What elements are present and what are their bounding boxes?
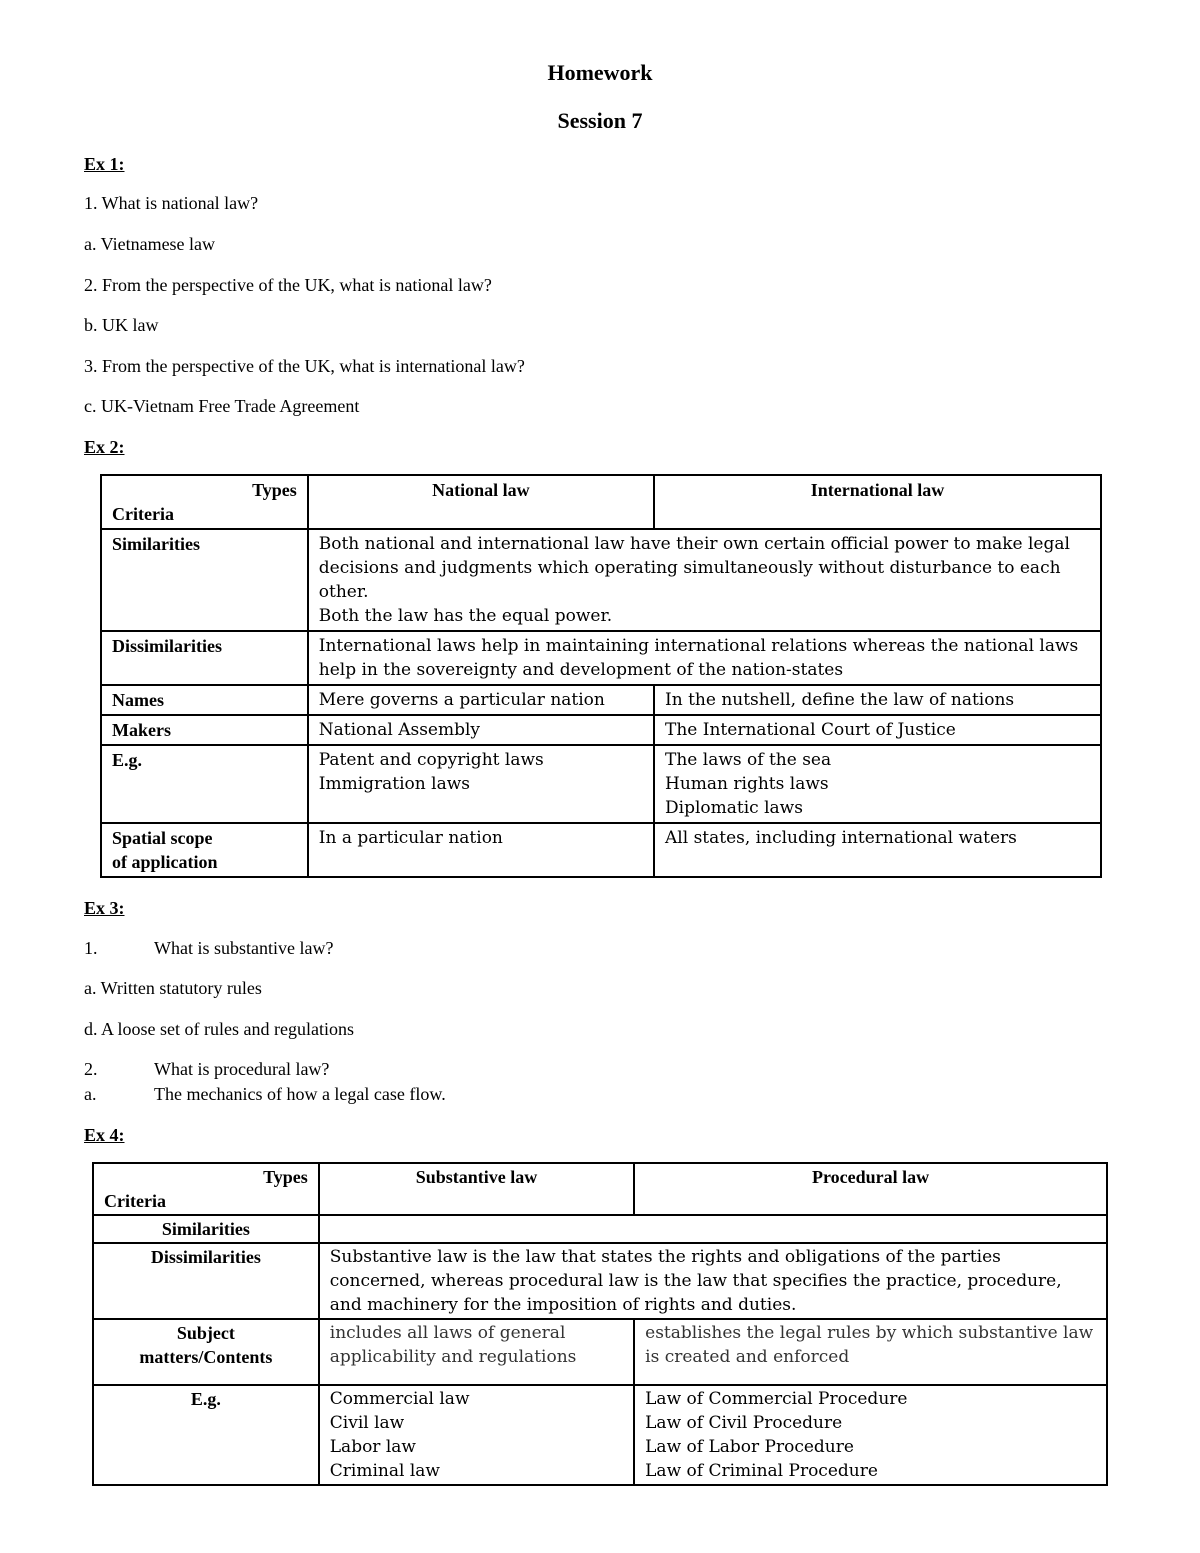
table-row [101,529,1101,631]
corner-cell [101,475,308,529]
session-title: Session 7 [557,108,643,133]
ex3-q2-text: What is procedural law? [154,1059,330,1079]
list-item: Human rights laws [665,774,829,794]
ex3-answer: a. Written statutory rules [84,978,262,998]
ex1-heading: Ex 1: [84,154,125,174]
eg-national [308,745,654,823]
ex3-q1-text: What is substantive law? [154,938,334,958]
corner-types: Types [252,480,297,500]
corner-cell [93,1163,319,1215]
corner-criteria: Criteria [104,1191,166,1211]
list-item: Civil law [329,1413,405,1433]
names-international: In the nutshell, define the law of nations [654,685,1101,715]
table-row [93,1243,1107,1319]
table-row [93,1163,1107,1215]
list-item: Law of Civil Procedure [645,1413,843,1433]
ex3-a2-num: a. [84,1084,97,1104]
ex1-line: 2. From the perspective of the UK, what is national law? [84,275,492,295]
list-item: Criminal law [329,1461,440,1481]
row-label-similarities: Similarities [101,529,308,631]
list-item: Labor law [329,1437,416,1457]
list-item: Law of Labor Procedure [645,1437,854,1457]
ex4-comparison-table [92,1162,1108,1486]
table-row [101,715,1101,745]
row-label-eg: E.g. [101,745,308,823]
row-label-scope [101,823,308,877]
ex1-line: a. Vietnamese law [84,234,216,254]
ex4-heading: Ex 4: [84,1125,125,1145]
col-header-substantive: Substantive law [319,1163,634,1215]
col-header-procedural: Procedural law [634,1163,1107,1215]
list-item: Law of Commercial Procedure [645,1389,908,1409]
corner-types: Types [263,1167,308,1187]
dissimilarities-text: International laws help in maintaining international relations whereas the national laws help in the sovereignty and development of the nation-states [308,631,1101,685]
ex1-line: 3. From the perspective of the UK, what is international law? [84,356,525,376]
list-item: Diplomatic laws [665,798,803,818]
scope-label-line: Spatial scope [112,828,213,848]
scope-label-line: of application [112,852,218,872]
table-row [101,823,1101,877]
table-row [101,631,1101,685]
col-header-national: National law [308,475,654,529]
scope-national: In a particular nation [308,823,654,877]
table-row [101,745,1101,823]
ex1-line: b. UK law [84,315,159,335]
subject-label-line: matters/Contents [139,1347,273,1367]
row-label-eg: E.g. [93,1385,319,1485]
ex3-a2-text: The mechanics of how a legal case flow. [154,1084,446,1104]
makers-national: National Assembly [308,715,654,745]
eg-substantive [319,1385,634,1485]
ex3-question [84,938,333,959]
col-header-international: International law [654,475,1101,529]
ex1-line: 1. What is national law? [84,193,259,213]
ex2-comparison-table [100,474,1102,878]
table-row [93,1319,1107,1385]
subject-substantive: includes all laws of general applicability and regulations [319,1319,634,1385]
similarities-cell [308,529,1101,631]
row-label-dissimilarities: Dissimilarities [93,1243,319,1319]
subject-procedural: establishes the legal rules by which substantive law is created and enforced [634,1319,1107,1385]
ex1-line: c. UK-Vietnam Free Trade Agreement [84,396,360,416]
list-item: Immigration laws [318,774,470,794]
dissimilarities-text: Substantive law is the law that states the rights and obligations of the parties concerned, whereas procedural law is the law that specifies the practice, procedure, and machinery for the imposition of rights and duties. [319,1243,1107,1319]
table-row [93,1385,1107,1485]
ex3-heading: Ex 3: [84,898,125,918]
similarities-text: Both national and international law have their own certain official power to make legal decisions and judgments which operating simultaneously without disturbance to each other. [318,534,1070,602]
list-item: Patent and copyright laws [318,750,544,770]
subject-label-line: Subject [176,1323,235,1343]
row-label-makers: Makers [101,715,308,745]
list-item: Law of Criminal Procedure [645,1461,878,1481]
eg-international [654,745,1101,823]
ex3-answer: d. A loose set of rules and regulations [84,1019,354,1039]
row-label-names: Names [101,685,308,715]
ex3-q1-num: 1. [84,938,98,958]
list-item: The laws of the sea [665,750,832,770]
ex3-question [84,1059,329,1080]
similarities-empty-cell [319,1215,1107,1243]
list-item: Commercial law [329,1389,470,1409]
table-row [93,1215,1107,1243]
row-label-similarities: Similarities [93,1215,319,1243]
row-label-dissimilarities: Dissimilarities [101,631,308,685]
ex3-q2-num: 2. [84,1059,98,1079]
similarities-text: Both the law has the equal power. [318,606,613,626]
names-national: Mere governs a particular nation [308,685,654,715]
table-row [101,475,1101,529]
ex3-answer [84,1084,446,1105]
scope-international: All states, including international waters [654,823,1101,877]
ex2-heading: Ex 2: [84,437,125,457]
page-title: Homework [547,60,653,85]
table-row [101,685,1101,715]
eg-procedural [634,1385,1107,1485]
corner-criteria: Criteria [112,504,174,524]
makers-international: The International Court of Justice [654,715,1101,745]
row-label-subject [93,1319,319,1385]
